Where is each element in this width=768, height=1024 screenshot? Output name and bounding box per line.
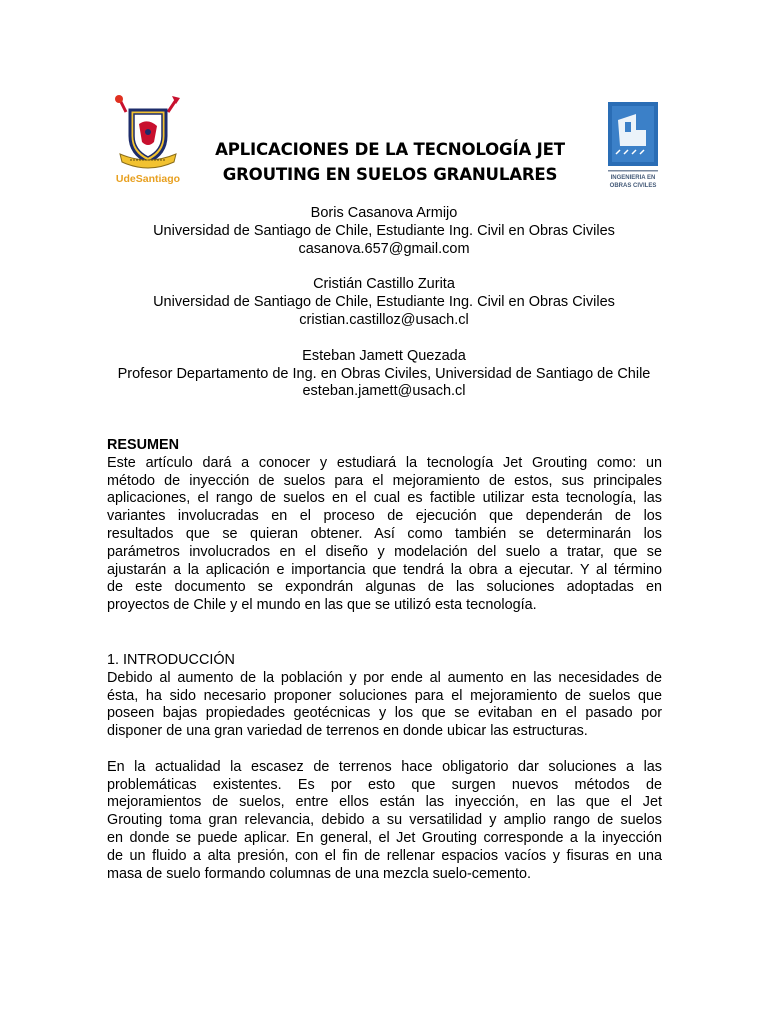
author-block [0, 276, 768, 329]
text-line: En la actualidad la escasez de terrenos hace obligatorio dar soluciones a las [107, 758, 662, 775]
abstract-section [107, 437, 662, 615]
text-line: resultados que se quieran obtener. Así como también se determinarán los [107, 525, 662, 542]
obras-civiles-logo [598, 100, 662, 190]
author-name: Esteban Jamett Quezada [302, 347, 466, 364]
logo-right-text-2: OBRAS CIVILES [609, 183, 657, 189]
abstract-heading: RESUMEN [107, 437, 179, 453]
author-affiliation: Universidad de Santiago de Chile, Estudiante Ing. Civil en Obras Civiles [153, 294, 615, 311]
text-line: Este artículo dará a conocer y estudiará la tecnología Jet Grouting como: un [107, 454, 662, 471]
introduction-paragraph [107, 759, 662, 884]
author-block [0, 205, 768, 258]
text-line: Debido al aumento de la población y por ende al aumento en las necesidades de [107, 669, 662, 686]
author-email: casanova.657@gmail.com [298, 240, 470, 257]
text-line: poseen bajas propiedades geotécnicas y los que se evitaban en el pasado por [107, 705, 662, 722]
abstract-body [107, 455, 662, 615]
paper-title [190, 137, 590, 187]
text-line: proyectos de Chile y el mundo en las que se utilizó esta tecnología. [107, 597, 537, 614]
text-line: ésta, ha sido necesario proponer soluciones para el mejoramiento de suelos que [107, 687, 662, 704]
introduction-paragraph [107, 670, 662, 741]
author-list [0, 205, 768, 419]
title-line: GROUTING EN SUELOS GRANULARES [222, 165, 558, 184]
text-line: aplicaciones, el rango de suelos en el cual es factible utilizar esta tecnología, las [107, 490, 662, 507]
author-block [0, 348, 768, 401]
author-affiliation: Universidad de Santiago de Chile, Estudiante Ing. Civil en Obras Civiles [153, 222, 615, 239]
author-email: cristian.castilloz@usach.cl [299, 311, 469, 328]
udesantiago-logo [108, 92, 188, 188]
author-email: esteban.jamett@usach.cl [302, 383, 466, 400]
text-line: en donde se puede aplicar. En general, el Jet Grouting corresponde a la inyección [107, 829, 662, 846]
author-name: Cristián Castillo Zurita [313, 276, 455, 293]
introduction-heading: 1. INTRODUCCIÓN [107, 652, 235, 668]
introduction-section [107, 652, 662, 883]
text-line: disponer de una gran variedad de terrenos en donde ubicar las estructuras. [107, 723, 588, 740]
text-line: de un fluido a alta presión, con el fin de rellenar espacios vacíos y fisuras en una [107, 847, 662, 864]
title-line: APLICACIONES DE LA TECNOLOGÍA JET [215, 140, 565, 159]
text-line: masa de suelo formando columnas de una mezcla suelo-cemento. [107, 865, 531, 882]
text-line: parámetros involucrados en el diseño y modelación del suelo a tratar, que se [107, 543, 662, 560]
text-line: mejoramientos de suelos, entre ellos están las inyección, en las que el Jet [107, 794, 662, 811]
text-line: Grouting toma gran relevancia, debido a su versatilidad y amplio rango de suelos [107, 812, 662, 829]
logo-left-text: UdeSantiago [115, 173, 181, 185]
logo-right-text-1: INGENIERIA EN [610, 175, 656, 181]
author-affiliation: Profesor Departamento de Ing. en Obras Civiles, Universidad de Santiago de Chile [117, 365, 651, 382]
text-line: ajustarán a la aplicación e importancia que tendrá la obra a ejecutar. Y al término [107, 561, 662, 578]
text-line: de este documento se expondrán algunas de las soluciones adoptadas en [107, 579, 662, 596]
text-line: problemáticas existentes. Es por esto que surgen nuevos métodos de [107, 776, 662, 793]
author-name: Boris Casanova Armijo [310, 205, 458, 221]
text-line: método de inyección de suelos para el mejoramiento de estos, sus principales [107, 472, 662, 489]
text-line: variantes involucradas en el proceso de ejecución que dependerán de los [107, 508, 662, 525]
